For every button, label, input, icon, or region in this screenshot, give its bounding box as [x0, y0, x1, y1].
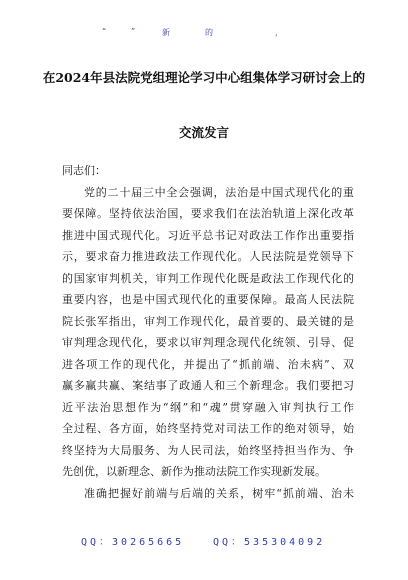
paragraph-line: 进各项工作的现代化，并提出了“抓前端、治未病”、双: [62, 357, 354, 371]
header-dot: ，: [275, 28, 283, 37]
paragraph-line: 近平法治思想作为“纲”和“魂”贯穿融入审判执行工作: [62, 400, 354, 414]
paragraph-line: 终坚持为大局服务、为人民司法，始终坚持担当作为、争: [62, 443, 354, 457]
paragraph-line: 的国家审判机关，审判工作现代化既是政法工作现代化的: [62, 271, 354, 285]
paragraph-line: 院长张军指出，审判工作现代化，最首要的、最关键的是: [62, 314, 354, 328]
document-title-line-1: 在2024年县法院党组理论学习中心组集体学习研讨会上的: [42, 70, 366, 85]
page-header: [0, 27, 408, 41]
salutation: 同志们：: [62, 164, 106, 177]
paragraph-line: 先创优，以新理念、新作为推动法院工作实现新发展。: [62, 465, 326, 478]
paragraph-line: 推进中国式现代化。习近平总书记对政法工作作出重要指: [62, 228, 354, 242]
header-quote-close: ”: [131, 27, 136, 36]
paragraph-line: 党的二十届三中全会强调，法治是中国式现代化的重: [84, 185, 354, 199]
document-title-line-2: 交流发言: [178, 125, 229, 140]
header-quote-open: “: [102, 27, 107, 36]
page-footer: [0, 533, 408, 549]
header-char-de: 的: [205, 28, 213, 37]
paragraph-line-last: 准确把握好前端与后端的关系，树牢“抓前端、治未: [84, 486, 354, 500]
header-char-xin: 新: [162, 28, 170, 37]
paragraph-line: 赢多赢共赢、案结事了政通人和三个新理念。我们要把习: [62, 379, 354, 392]
footer-qq-1: QQ：30265665: [81, 537, 185, 548]
document-body: [62, 160, 354, 504]
paragraph-line: 示，要求奋力推进政法工作现代化。人民法院是党领导下: [62, 250, 354, 263]
paragraph-line: 要保障。坚持依法治国，要求我们在法治轨道上深化改革: [62, 207, 354, 220]
paragraph-line: 重要内容，也是中国式现代化的重要保障。最高人民法院: [62, 293, 354, 306]
footer-qq-2: QQ：535304092: [213, 537, 326, 548]
paragraph-line: 全过程、各方面，始终坚持党对司法工作的绝对领导，始: [62, 422, 354, 435]
paragraph-line: 审判理念现代化，要求以审判理念现代化统领、引导、促: [62, 336, 354, 349]
